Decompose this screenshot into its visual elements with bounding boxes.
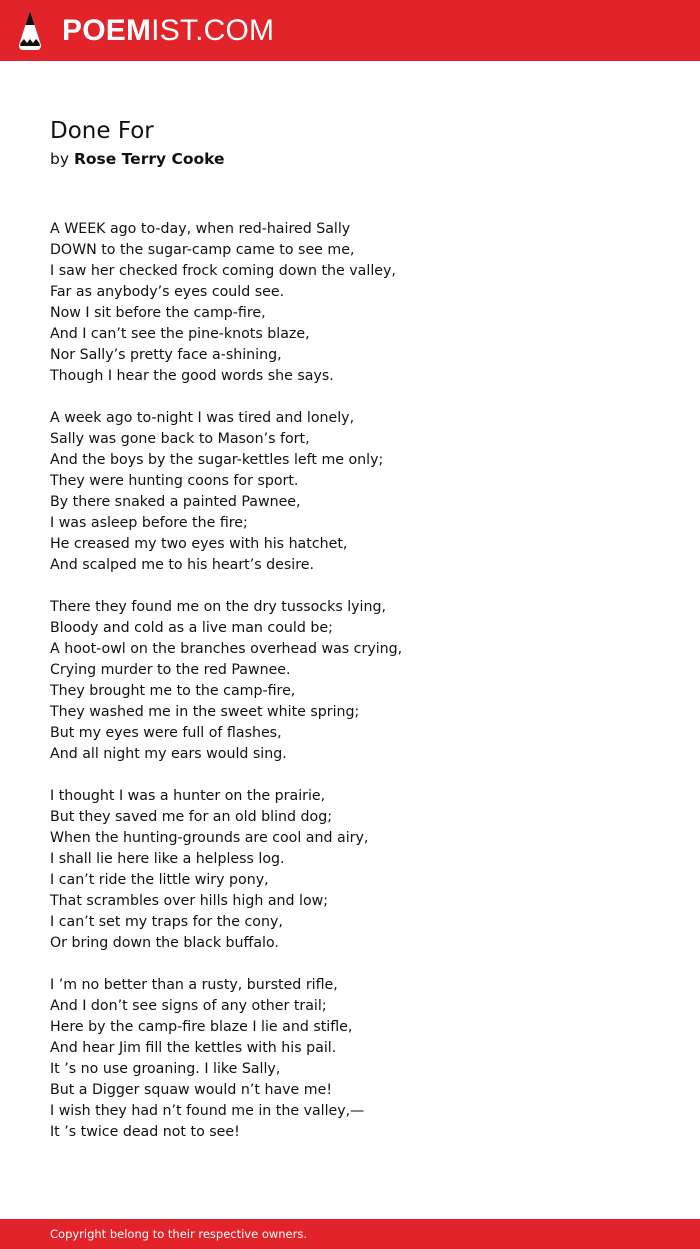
- poem-line: He creased my two eyes with his hatchet,: [50, 536, 348, 552]
- poem-line: I saw her checked frock coming down the valley,: [50, 263, 396, 279]
- poem-line: And I can’t see the pine-knots blaze,: [50, 326, 310, 342]
- poem-line: Though I hear the good words she says.: [50, 368, 334, 384]
- poem-line: Far as anybody’s eyes could see.: [50, 284, 285, 300]
- logo-text-strong: POEM: [62, 14, 152, 47]
- author-name: Rose Terry Cooke: [73, 150, 225, 168]
- poem-line: And the boys by the sugar-kettles left me only;: [50, 452, 384, 468]
- poem-line: DOWN to the sugar-camp came to see me,: [50, 242, 355, 258]
- poem-line: I shall lie here like a helpless log.: [50, 851, 285, 867]
- stanza-4: [50, 786, 650, 954]
- poem-line: There they found me on the dry tussocks lying,: [50, 599, 387, 615]
- poem-line: But my eyes were full of flashes,: [50, 725, 282, 741]
- poem-line: It ’s no use groaning. I like Sally,: [50, 1061, 281, 1077]
- poem-line: Now I sit before the camp-fire,: [50, 305, 266, 321]
- poem-line: It ’s twice dead not to see!: [50, 1124, 240, 1140]
- stanza-1: [50, 219, 650, 387]
- poem-line: A week ago to-night I was tired and lonely,: [50, 410, 355, 426]
- poem-line: Sally was gone back to Mason’s fort,: [50, 431, 310, 447]
- poem-line: That scrambles over hills high and low;: [50, 893, 329, 909]
- byline: [50, 148, 225, 170]
- poem-line: By there snaked a painted Pawnee,: [50, 494, 301, 510]
- poem-line: Here by the camp-fire blaze I lie and stifle,: [50, 1019, 353, 1035]
- poem-line: Bloody and cold as a live man could be;: [50, 620, 333, 636]
- stanza-5: [50, 975, 650, 1143]
- poem-line: Nor Sally’s pretty face a-shining,: [50, 347, 282, 363]
- poem-line: And I don’t see signs of any other trail;: [50, 998, 327, 1014]
- poem-line: And hear Jim fill the kettles with his pail.: [50, 1040, 337, 1056]
- poem-line: They washed me in the sweet white spring;: [50, 704, 360, 720]
- byline-prefix: by: [50, 150, 70, 168]
- poem-line: They were hunting coons for sport.: [50, 473, 299, 489]
- pencil-icon[interactable]: [17, 10, 43, 52]
- poem-title: Done For: [50, 118, 154, 144]
- poem-body: [50, 219, 650, 1164]
- site-footer: [0, 1219, 700, 1249]
- poem-line: They brought me to the camp-fire,: [50, 683, 296, 699]
- poem-line: I can’t ride the little wiry pony,: [50, 872, 269, 888]
- poem-line: Or bring down the black buffalo.: [50, 935, 279, 951]
- poem-line: But a Digger squaw would n’t have me!: [50, 1082, 333, 1098]
- poem-line: I was asleep before the fire;: [50, 515, 248, 531]
- poem-line: I wish they had n’t found me in the valley,—: [50, 1103, 365, 1119]
- poem-line: Crying murder to the red Pawnee.: [50, 662, 291, 678]
- poem-line: A WEEK ago to-day, when red-haired Sally: [50, 221, 351, 237]
- site-logo-link[interactable]: [62, 11, 274, 51]
- poem-line: But they saved me for an old blind dog;: [50, 809, 332, 825]
- stanza-3: [50, 597, 650, 765]
- poem-line: I can’t set my traps for the cony,: [50, 914, 283, 930]
- stanza-2: [50, 408, 650, 576]
- poem-line: I ’m no better than a rusty, bursted rifle,: [50, 977, 338, 993]
- site-header: [0, 0, 700, 61]
- logo-text-rest: IST.COM: [151, 14, 275, 47]
- poem-line: When the hunting-grounds are cool and airy,: [50, 830, 369, 846]
- poem-line: And scalped me to his heart’s desire.: [50, 557, 314, 573]
- poem-line: And all night my ears would sing.: [50, 746, 287, 762]
- poem-line: I thought I was a hunter on the prairie,: [50, 788, 326, 804]
- copyright-text: Copyright belong to their respective owners.: [50, 1227, 308, 1241]
- poem-line: A hoot-owl on the branches overhead was crying,: [50, 641, 403, 657]
